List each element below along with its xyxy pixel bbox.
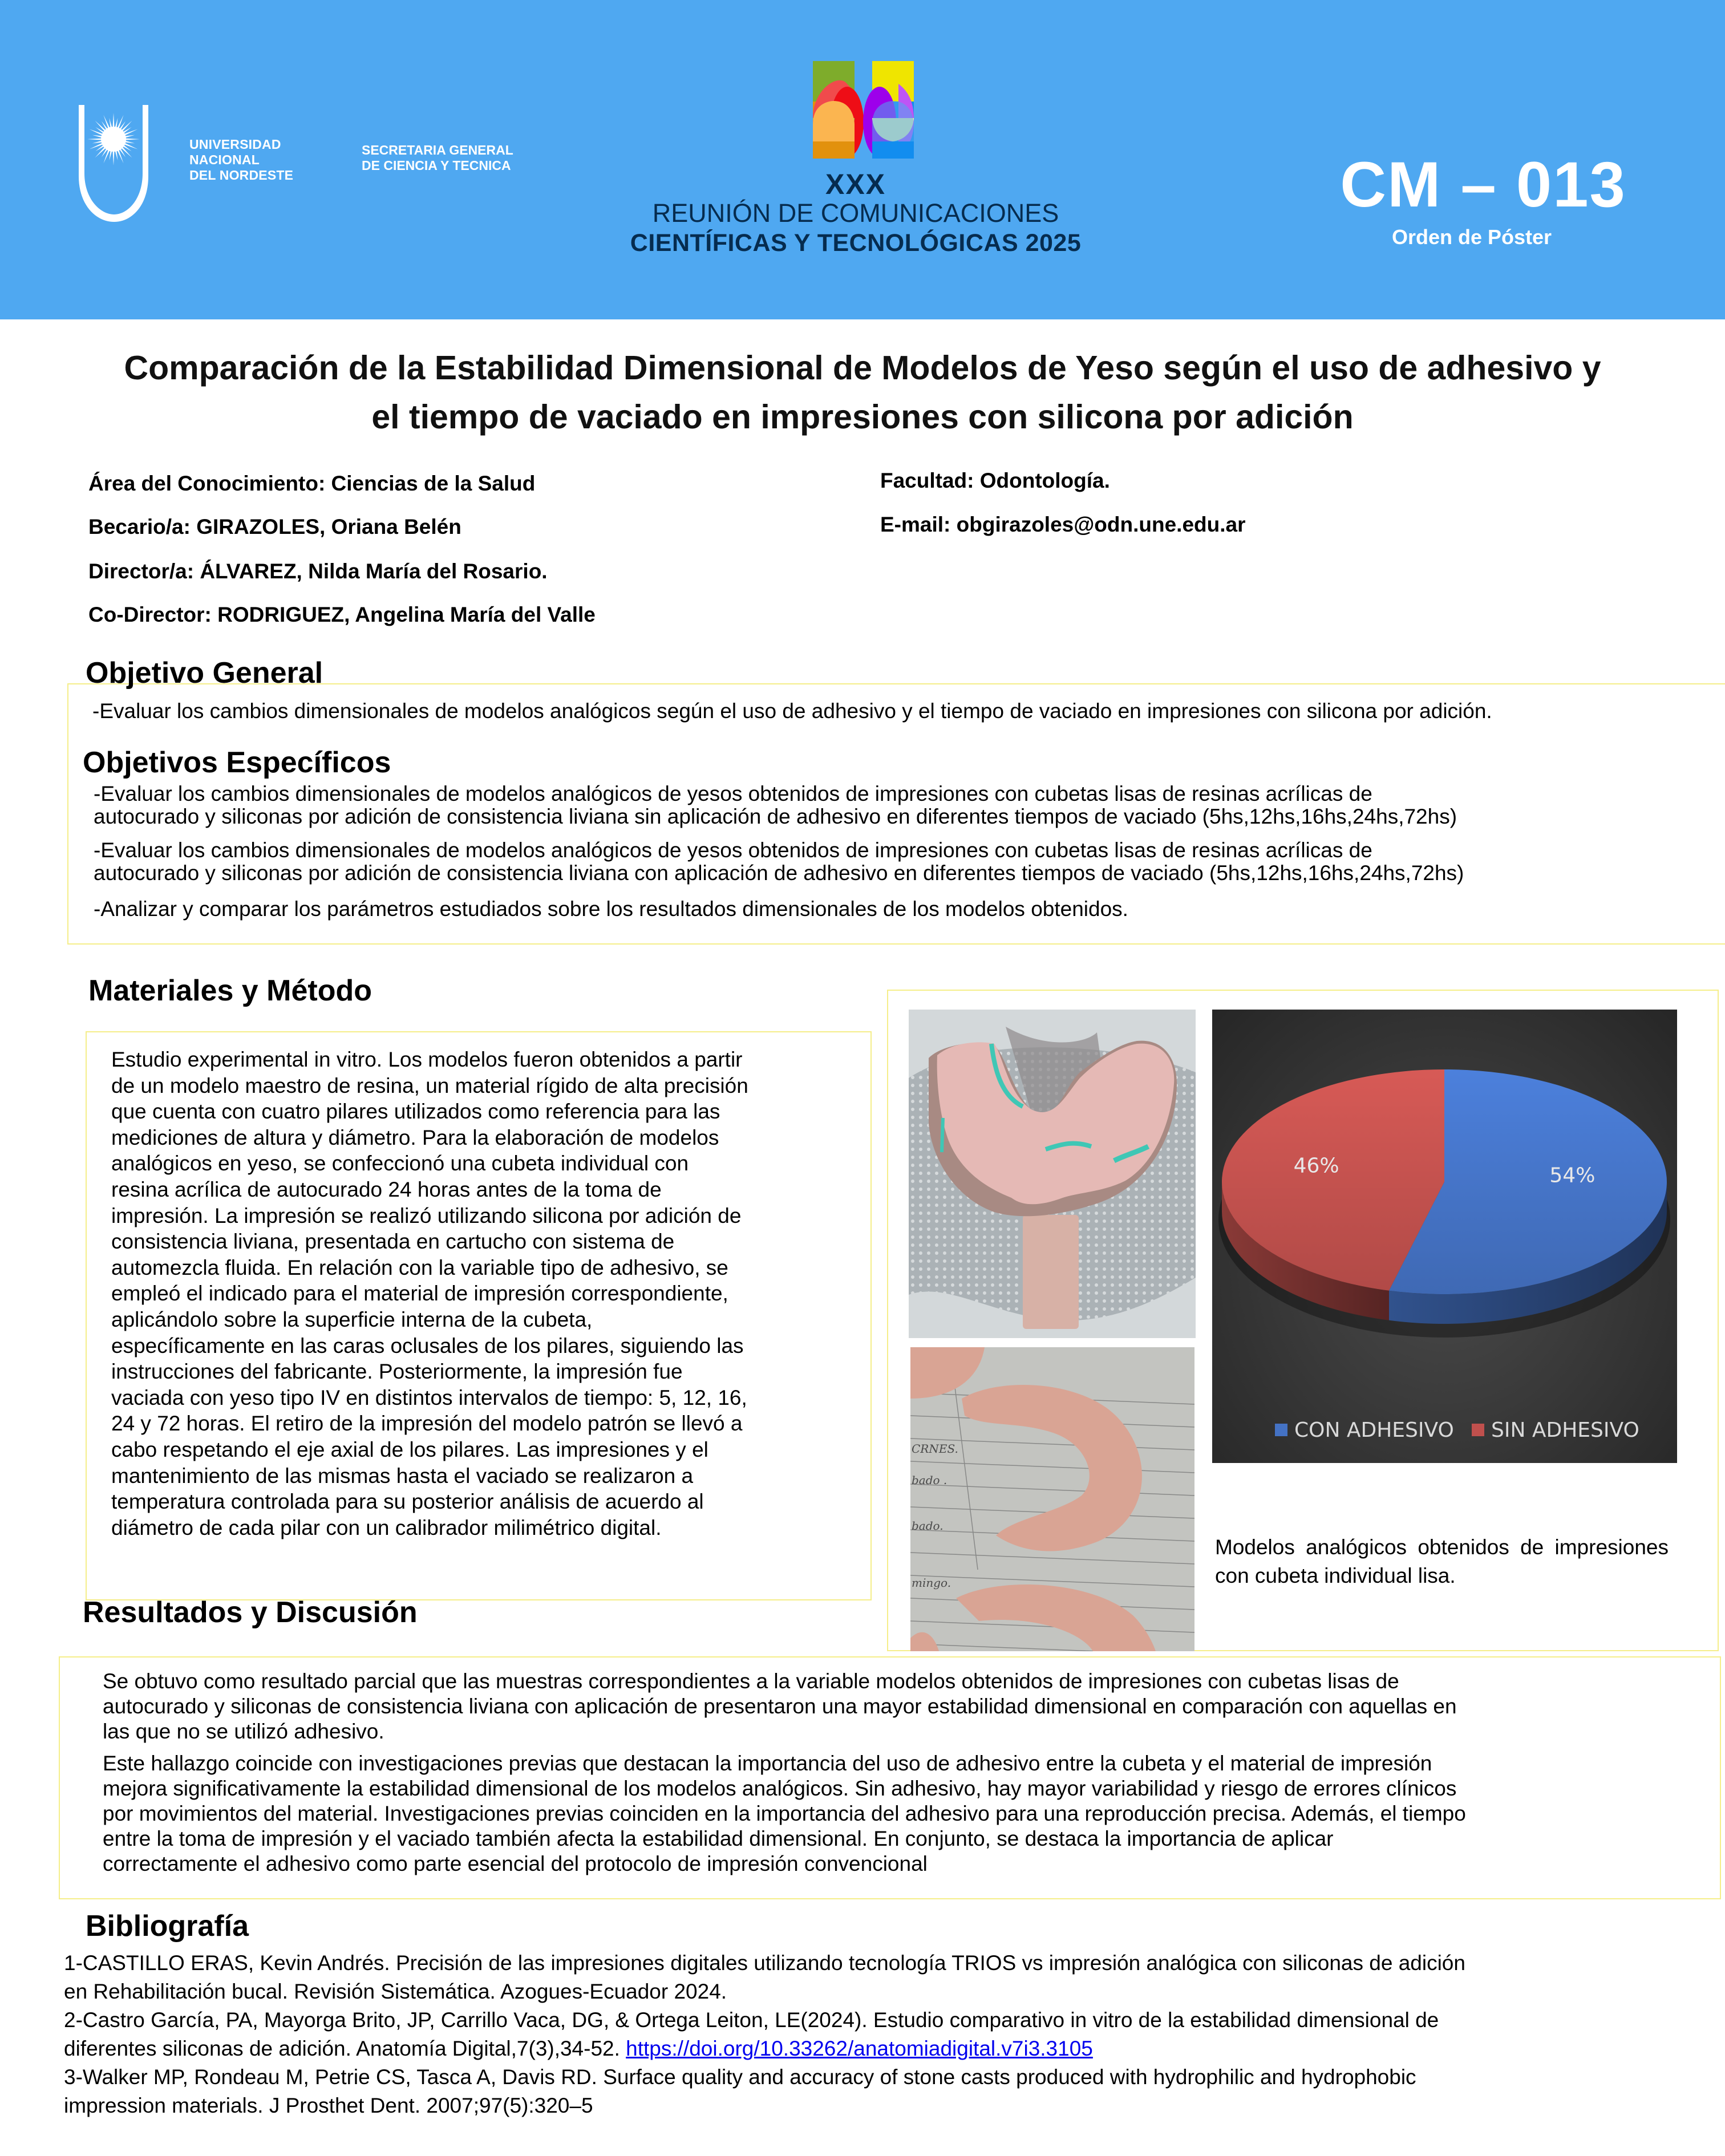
poster-title-line: el tiempo de vaciado en impresiones con silicona por adición — [371, 398, 1354, 436]
references — [64, 1949, 1465, 2120]
materiales-heading: Materiales y Método — [88, 974, 372, 1007]
resultados-line: Este hallazgo coincide con investigaciones previas que destacan la importancia del uso de adhesivo entre la cubeta y el material de impresión — [103, 1752, 1432, 1775]
faculty: Facultad: Odontología. — [880, 469, 1110, 492]
secretaria-line: SECRETARIA GENERAL — [362, 143, 513, 157]
objetivo-line: -Analizar y comparar los parámetros estudiados sobre los resultados dimensionales de los modelos obtenidos. — [94, 897, 1128, 921]
objetivo-line: -Evaluar los cambios dimensionales de modelos analógicos de yesos obtenidos de impresiones con cubetas lisas de resinas acrílicas de — [94, 838, 1372, 862]
materiales-line: vaciada con yeso tipo IV en distintos intervalos de tiempo: 5, 12, 16, — [111, 1385, 747, 1409]
reference-line: impression materials. J Prosthet Dent. 2007;97(5):320–5 — [64, 2094, 593, 2117]
figure-caption: Modelos analógicos obtenidos de impresiones con cubeta individual lisa. — [1215, 1535, 1669, 1587]
university-name-line: NACIONAL — [189, 152, 260, 167]
resultados-line: mejora significativamente la estabilidad dimensional de los modelos analógicos. Sin adhesivo, hay mayor variabilidad y riesgo de errores clínicos — [103, 1777, 1457, 1800]
secretaria-line: DE CIENCIA Y TECNICA — [362, 158, 511, 173]
pie-data-label: 46% — [1293, 1154, 1339, 1178]
objetivo-especifico-item — [94, 897, 1128, 922]
co-director: Co-Director: RODRIGUEZ, Angelina María del Valle — [88, 603, 596, 626]
resultados-line: las que no se utilizó adhesivo. — [103, 1720, 384, 1743]
objetivo-general-heading: Objetivo General — [86, 656, 323, 690]
materiales-line: temperatura controlada para su posterior análisis de acuerdo al — [111, 1490, 704, 1514]
reference-line: en Rehabilitación bucal. Revisión Sistemática. Azogues-Ecuador 2024. — [64, 1980, 727, 2003]
pie-data-label: 54% — [1549, 1164, 1596, 1188]
materiales-line: específicamente en las caras oclusales de los pilares, siguiendo las — [111, 1334, 744, 1357]
resultados-line: correctamente el adhesivo como parte esencial del protocolo de impresión convencional — [103, 1852, 928, 1875]
resultados-line: por movimientos del material. Investigaciones previas coinciden en la importancia del adhesivo para una reproducción precisa. Además, el tiempo — [103, 1802, 1466, 1825]
materiales-line: aplicándolo sobre la superficie interna de la cubeta, — [111, 1307, 593, 1331]
pie-chart-svg — [1212, 1010, 1677, 1463]
objetivo-line: autocurado y siliconas por adición de consistencia liviana con aplicación de adhesivo en diferentes tiempos de vaciado (5hs,12hs,16hs,24hs,72hs) — [94, 861, 1464, 885]
resultados-paragraph — [103, 1751, 1466, 1877]
unne-logo-icon — [79, 105, 176, 222]
materiales-line: Estudio experimental in vitro. Los modelos fueron obtenidos a partir — [111, 1048, 743, 1071]
materiales-line: empleó el indicado para el material de impresión correspondiente, — [111, 1282, 728, 1306]
becario: Becario/a: GIRAZOLES, Oriana Belén — [88, 515, 461, 538]
reference-text: diferentes siliconas de adición. Anatomía Digital,7(3),34-52. — [64, 2037, 626, 2060]
objetivo-general-text: -Evaluar los cambios dimensionales de modelos analógicos según el uso de adhesivo y el tiempo de vaciado en impresiones con silicona por adición. — [92, 699, 1492, 723]
objetivo-line: autocurado y siliconas por adición de consistencia liviana sin aplicación de adhesivo en diferentes tiempos de vaciado (5hs,12hs,16hs,24hs,72hs) — [94, 805, 1457, 828]
reference-line: 2-Castro García, PA, Mayorga Brito, JP, Carrillo Vaca, DG, & Ortega Leiton, LE(2024). Estudio comparativo in vitro de la estabilidad dimensional de — [64, 2008, 1439, 2032]
reference-1 — [64, 1949, 1465, 2006]
impression-tray-photo — [909, 1010, 1196, 1338]
materiales-line: diámetro de cada pilar con un calibrador milimétrico digital. — [111, 1515, 662, 1539]
reference-line: 1-CASTILLO ERAS, Kevin Andrés. Precisión de las impresiones digitales utilizando tecnología TRIOS vs impresión analógica con siliconas de adición — [64, 1951, 1465, 1975]
knowledge-area: Área del Conocimiento: Ciencias de la Salud — [88, 472, 536, 495]
event-edition: XXX — [825, 168, 886, 200]
event-logo-icon — [813, 61, 914, 159]
photo-handwritten-label: mingo. — [912, 1576, 951, 1590]
resultados-paragraph — [103, 1669, 1457, 1744]
poster-title-line: Comparación de la Estabilidad Dimensional de Modelos de Yeso según el uso de adhesivo y — [124, 349, 1601, 387]
stone-models-photo — [910, 1347, 1194, 1651]
legend-swatch — [1472, 1424, 1484, 1436]
objetivo-especifico-item — [94, 781, 1457, 829]
objetivos-especificos-heading: Objetivos Específicos — [83, 746, 391, 779]
materiales-line: instrucciones del fabricante. Posteriormente, la impresión fue — [111, 1360, 683, 1384]
secretaria-name — [362, 143, 513, 173]
materiales-line: que cuenta con cuatro pilares utilizados como referencia para las — [111, 1100, 720, 1124]
resultados-line: autocurado y siliconas de consistencia liviana con aplicación de presentaron una mayor estabilidad dimensional en comparación con aquellas en — [103, 1695, 1457, 1718]
poster-code: CM – 013 — [1340, 149, 1626, 220]
university-name-line: DEL NORDESTE — [189, 168, 294, 183]
email: E-mail: obgirazoles@odn.une.edu.ar — [880, 513, 1246, 536]
materiales-line: impresión. La impresión se realizó utilizando silicona por adición de — [111, 1203, 742, 1227]
doi-link[interactable]: https://doi.org/10.33262/anatomiadigital.v7i3.3105 — [626, 2037, 1093, 2060]
materiales-line: cabo respetando el eje axial de los pilares. Las impresiones y el — [111, 1437, 708, 1461]
materiales-line: automezcla fluida. En relación con la variable tipo de adhesivo, se — [111, 1255, 728, 1279]
event-name-line1: REUNIÓN DE COMUNICACIONES — [652, 198, 1059, 228]
legend-swatch — [1275, 1424, 1287, 1436]
photo-handwritten-label: bado . — [912, 1473, 947, 1487]
resultados-line: Se obtuvo como resultado parcial que las muestras correspondientes a la variable modelos obtenidos de impresiones con cubetas lisas de — [103, 1669, 1399, 1693]
university-name-line: UNIVERSIDAD — [189, 137, 281, 152]
materiales-text — [111, 1047, 748, 1541]
pie-chart — [1212, 1010, 1677, 1463]
materiales-line: de un modelo maestro de resina, un material rígido de alta precisión — [111, 1073, 748, 1097]
event-name-line2: CIENTÍFICAS Y TECNOLÓGICAS 2025 — [630, 229, 1082, 257]
materiales-line: 24 y 72 horas. El retiro de la impresión del modelo patrón se llevó a — [111, 1412, 743, 1436]
resultados-heading: Resultados y Discusión — [83, 1596, 418, 1629]
objetivo-line: -Evaluar los cambios dimensionales de modelos analógicos de yesos obtenidos de impresiones con cubetas lisas de resinas acrílicas de — [94, 782, 1372, 805]
materiales-line: mediciones de altura y diámetro. Para la elaboración de modelos — [111, 1125, 719, 1149]
reference-line — [64, 2035, 1465, 2063]
legend-label: CON ADHESIVO — [1294, 1419, 1454, 1442]
resultados-line: entre la toma de impresión y el vaciado también afecta la estabilidad dimensional. En conjunto, se destaca la importancia de aplicar — [103, 1827, 1334, 1850]
reference-2 — [64, 2006, 1465, 2063]
materiales-line: mantenimiento de las mismas hasta el vaciado se realizaron a — [111, 1464, 694, 1488]
bibliografia-heading: Bibliografía — [86, 1910, 249, 1943]
materiales-line: consistencia liviana, presentada en cartucho con sistema de — [111, 1230, 675, 1254]
university-name — [189, 137, 293, 183]
reference-3 — [64, 2063, 1465, 2120]
materiales-line: analógicos en yeso, se confeccionó una cubeta individual con — [111, 1152, 689, 1176]
legend-label: SIN ADHESIVO — [1491, 1419, 1639, 1442]
photo-handwritten-label: CRNES. — [912, 1442, 958, 1456]
materiales-line: resina acrílica de autocurado 24 horas antes de la toma de — [111, 1177, 662, 1201]
director: Director/a: ÁLVAREZ, Nilda María del Rosario. — [88, 560, 548, 583]
reference-line: 3-Walker MP, Rondeau M, Petrie CS, Tasca A, Davis RD. Surface quality and accuracy of stone casts produced with hydrophilic and hydrophobic — [64, 2065, 1416, 2089]
poster-code-label: Orden de Póster — [1391, 225, 1552, 249]
poster-title — [34, 343, 1691, 441]
photo-handwritten-label: bado. — [912, 1519, 944, 1533]
objetivo-especifico-item — [94, 838, 1464, 886]
